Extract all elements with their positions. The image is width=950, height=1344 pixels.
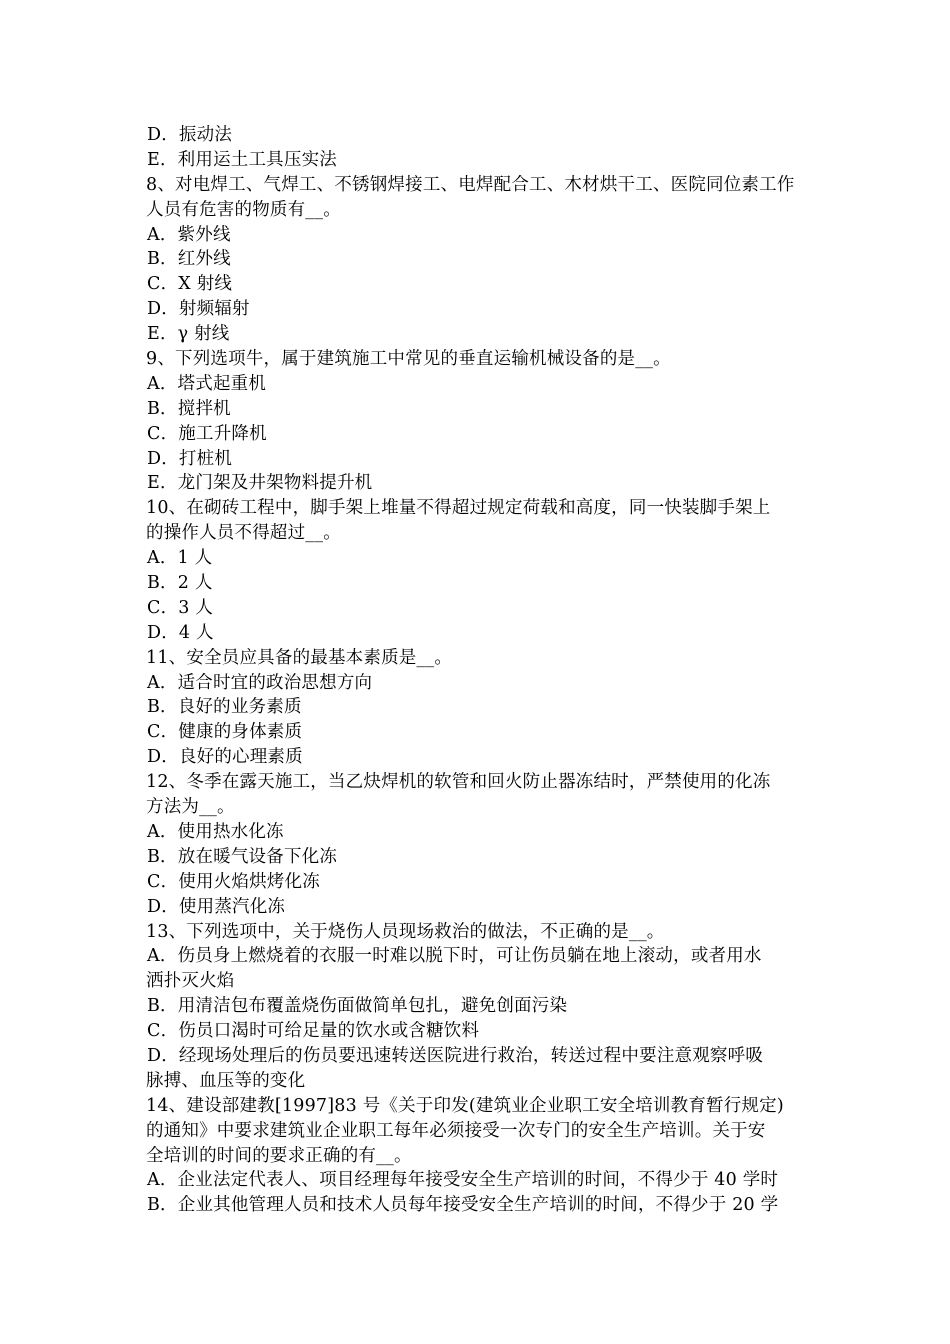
answer-option-line: B．搅拌机 [147,398,231,419]
question-text-line: 11、安全员应具备的最基本素质是__。 [146,647,453,668]
question-text-line: 的操作人员不得超过__。 [146,523,341,544]
question-text-line: 全培训的时间的要求正确的有__。 [146,1145,412,1166]
answer-option-line: D．良好的心理素质 [147,747,303,768]
question-text-line: 9、下列选项牛，属于建筑施工中常见的垂直运输机械设备的是__。 [146,349,671,370]
question-text-line: 14、建设部建教[1997]83 号《关于印发(建筑业企业职工安全培训教育暂行规定) [146,1095,784,1116]
answer-option-line: D．振动法 [147,125,233,145]
answer-option-line: A．紫外线 [147,224,231,245]
answer-option-line: B．放在暖气设备下化冻 [147,846,338,867]
answer-option-line: D．打桩机 [147,448,233,469]
document-page [146,123,812,1218]
answer-option-line: B．2 人 [147,573,213,594]
answer-option-line: A．企业法定代表人、项目经理每年接受安全生产培训的时间，不得少于 40 学时 [147,1170,779,1191]
answer-option-line: C．伤员口渴时可给足量的饮水或含糖饮料 [147,1021,480,1042]
question-text-line: 13、下列选项中，关于烧伤人员现场救治的做法，不正确的是__。 [146,921,665,942]
question-text-line: 人员有危害的物质有__。 [146,199,341,220]
answer-option-line: C．使用火焰烘烤化冻 [147,871,320,892]
answer-option-line: C．X 射线 [147,274,233,295]
answer-option-line: C．健康的身体素质 [147,722,303,743]
question-text-line: 12、冬季在露天施工，当乙炔焊机的软管和回火防止器冻结时，严禁使用的化冻 [146,772,771,793]
question-text-line: 的通知》中要求建筑业企业职工每年必须接受一次专门的安全生产培训。关于安 [146,1120,766,1141]
answer-option-line: A．使用热水化冻 [147,821,284,842]
answer-option-line: A．塔式起重机 [147,373,267,394]
answer-option-line: C．施工升降机 [147,423,267,444]
answer-option-line: E．γ 射线 [147,324,230,345]
answer-option-line: A．适合时宜的政治思想方向 [147,672,373,693]
question-text-line: 洒扑灭火焰 [146,971,235,992]
answer-option-line: D．4 人 [147,622,214,643]
answer-option-line: C．3 人 [147,597,214,618]
question-text-line: 脉搏、血压等的变化 [146,1070,306,1091]
answer-option-line: B．企业其他管理人员和技术人员每年接受安全生产培训的时间，不得少于 20 学 [147,1195,779,1216]
answer-option-line: D．经现场处理后的伤员要迅速转送医院进行救治，转送过程中要注意观察呼吸 [147,1045,764,1066]
answer-option-line: A．1 人 [147,548,213,569]
answer-option-line: D．使用蒸汽化冻 [147,896,286,917]
answer-option-line: E．龙门架及井架物料提升机 [147,473,373,494]
answer-option-line: B．用清洁包布覆盖烧伤面做简单包扎，避免创面污染 [147,996,568,1017]
question-text-line: 8、对电焊工、气焊工、不锈钢焊接工、电焊配合工、木材烘干工、医院同位素工作 [146,174,795,195]
question-text-line: 方法为__。 [146,797,235,818]
answer-option-line: D．射频辐射 [147,299,250,320]
question-text-line: 10、在砌砖工程中，脚手架上堆量不得超过规定荷载和高度，同一快装脚手架上 [146,498,771,519]
answer-option-line: B．良好的业务素质 [147,697,302,718]
answer-option-line: E．利用运土工具压实法 [147,149,337,170]
answer-option-line: A．伤员身上燃烧着的衣服一时难以脱下时，可让伤员躺在地上滚动，或者用水 [147,946,762,967]
answer-option-line: B．红外线 [147,249,231,270]
